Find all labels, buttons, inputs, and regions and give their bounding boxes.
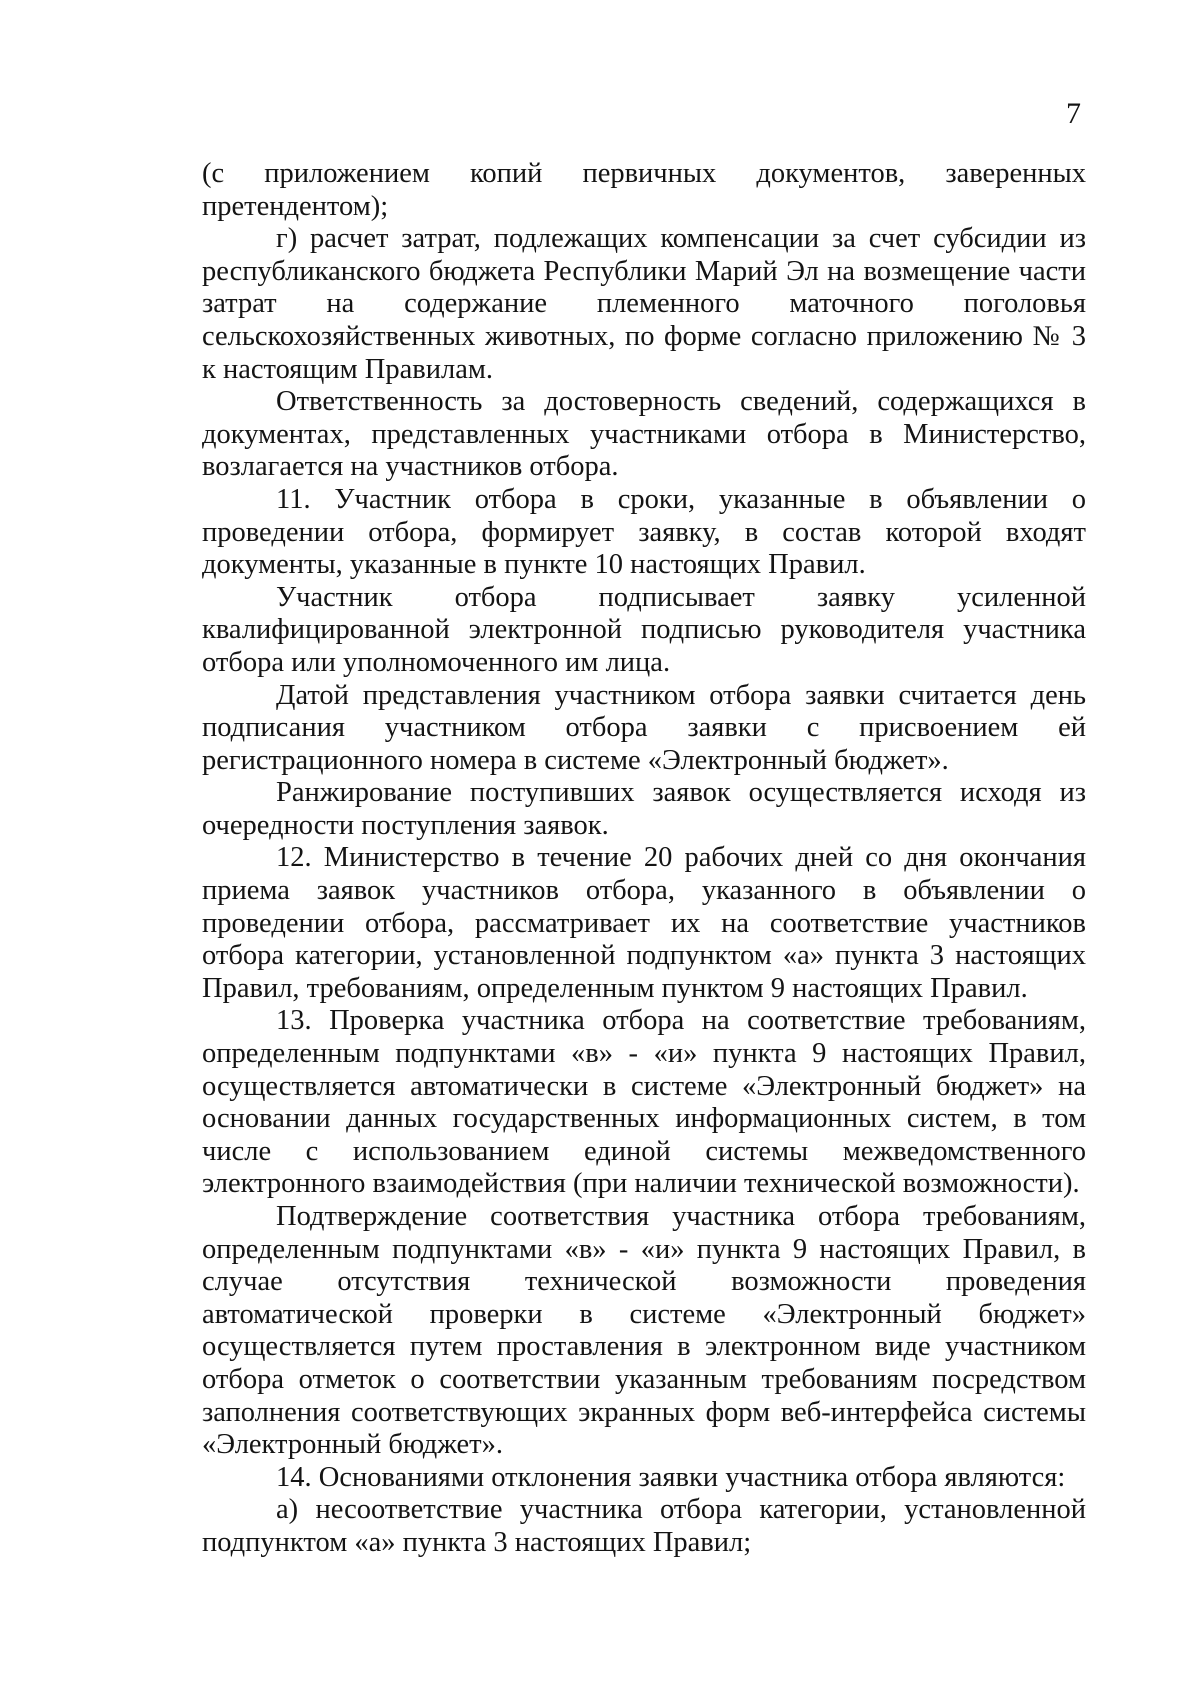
paragraph-item-a: а) несоответствие участника отбора категории, установленной подпунктом «а» пункта 3 настоящих Правил;: [202, 1494, 1086, 1558]
paragraph-13: 13. Проверка участника отбора на соответствие требованиям, определенным подпунктами «в» - «и» пункта 9 настоящих Правил, осуществляется автоматически в системе «Электронный бюджет» на основании данных государственных информационных систем, в том числе с использованием единой системы межведомственного электронного взаимодействия (при наличии технической возможности).: [202, 1005, 1086, 1200]
paragraph-11: 11. Участник отбора в сроки, указанные в объявлении о проведении отбора, формирует заявку, в состав которой входят документы, указанные в пункте 10 настоящих Правил.: [202, 483, 1086, 581]
paragraph-ranking: Ранжирование поступивших заявок осуществляется исходя из очередности поступления заявок.: [202, 777, 1086, 841]
paragraph-submission-date: Датой представления участником отбора заявки считается день подписания участником отбора заявки с присвоением ей регистрационного номера в системе «Электронный бюджет».: [202, 679, 1086, 776]
paragraph-item-g: г) расчет затрат, подлежащих компенсации за счет субсидии из республиканского бюджета Республики Марий Эл на возмещение части затрат на содержание племенного маточного поголовья сельскохозяйственных животных, по форме согласно приложению № 3 к настоящим Правилам.: [202, 223, 1086, 385]
paragraph-signing: Участник отбора подписывает заявку усиленной квалифицированной электронной подписью руководителя участника отбора или уполномоченного им лица.: [202, 581, 1086, 678]
paragraph-continuation: (с приложением копий первичных документов, заверенных претендентом);: [202, 158, 1086, 222]
paragraph-responsibility: Ответственность за достоверность сведений, содержащихся в документах, представленных участниками отбора в Министерство, возлагается на участников отбора.: [202, 386, 1086, 483]
page-number: 7: [1066, 97, 1081, 130]
paragraph-12: 12. Министерство в течение 20 рабочих дней со дня окончания приема заявок участников отбора, указанного в объявлении о проведении отбора, рассматривает их на соответствие участников отбора категории, установленной подпунктом «а» пункта 3 настоящих Правил, требованиям, определенным пунктом 9 настоящих Правил.: [202, 842, 1086, 1004]
paragraph-confirmation: Подтверждение соответствия участника отбора требованиям, определенным подпунктами «в» - «и» пункта 9 настоящих Правил, в случае отсутствия технической возможности проведения автоматической проверки в системе «Электронный бюджет» осуществляется путем проставления в электронном виде участником отбора отметок о соответствии указанным требованиям посредством заполнения соответствующих экранных форм веб-интерфейса системы «Электронный бюджет».: [202, 1201, 1086, 1461]
paragraph-14: 14. Основаниями отклонения заявки участника отбора являются:: [276, 1461, 1066, 1493]
body-text: [202, 158, 1086, 1560]
